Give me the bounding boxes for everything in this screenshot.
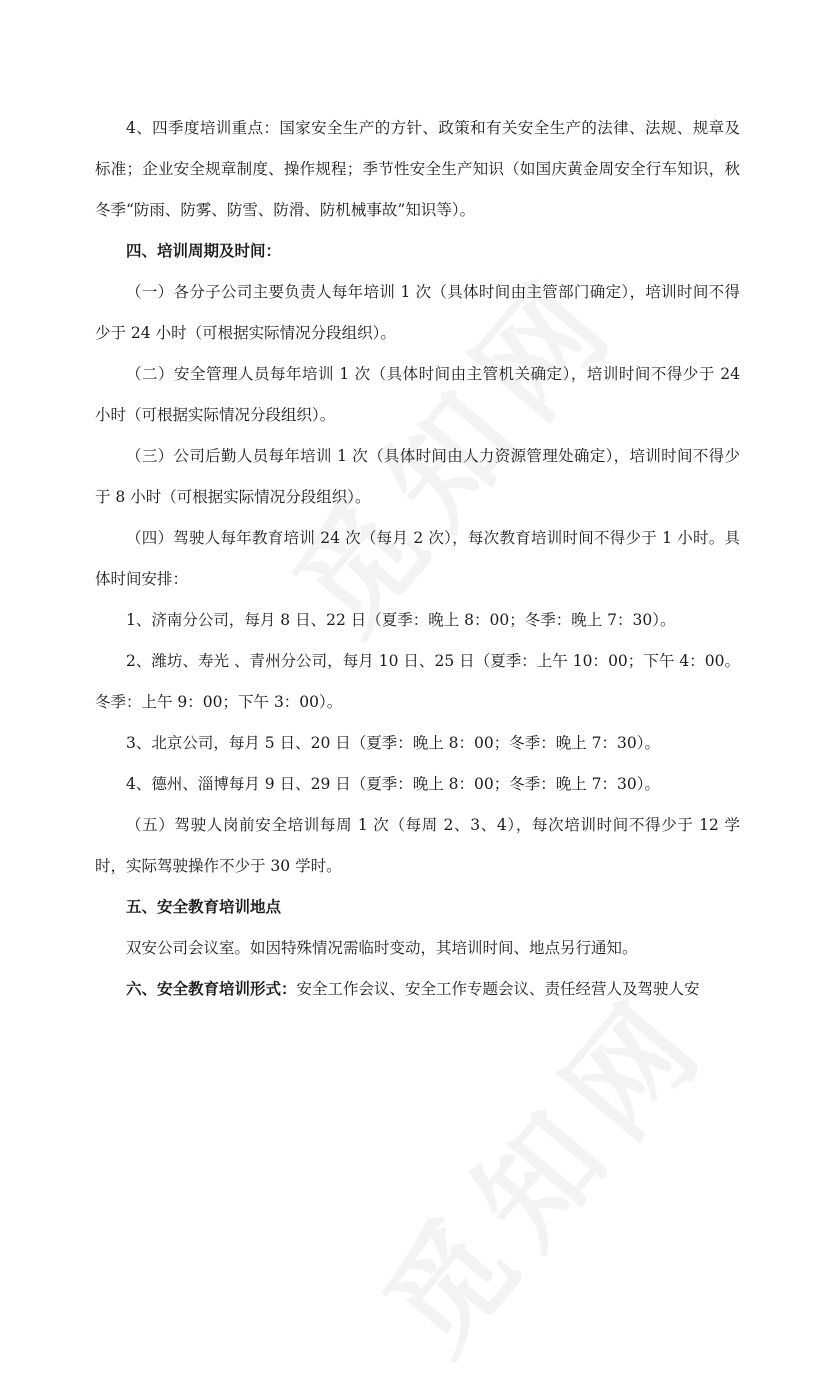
paragraph-text: 4、德州、淄博每月 9 日、29 日（夏季：晚上 8：00；冬季：晚上 7：30）。 <box>126 775 661 793</box>
paragraph-text: 1、济南分公司，每月 8 日、22 日（夏季：晚上 8：00；冬季：晚上 7：30）。 <box>126 611 676 629</box>
section-heading-text: 六、安全教育培训形式： <box>126 980 297 998</box>
paragraph-text: （二）安全管理人员每年培训 1 次（具体时间由主管机关确定），培训时间不得少于 24 小时（可根据实际情况分段组织）。 <box>95 365 740 424</box>
paragraph-text: 双安公司会议室。如因特殊情况需临时变动，其培训时间、地点另行通知。 <box>126 939 638 957</box>
schedule-item-beijing <box>95 723 740 764</box>
schedule-item-weifang <box>95 641 740 723</box>
paragraph-managers-training <box>95 272 740 354</box>
paragraph-text: 2、潍坊、寿光 、青州分公司，每月 10 日、25 日（夏季：上午 10：00；下午 4：00。冬季：上午 9：00；下午 3：00）。 <box>95 652 740 711</box>
schedule-item-jinan <box>95 600 740 641</box>
section-heading-training-location <box>95 887 740 928</box>
paragraph-text: （三）公司后勤人员每年培训 1 次（具体时间由人力资源管理处确定），培训时间不得少于 8 小时（可根据实际情况分段组织）。 <box>95 447 740 506</box>
document-body <box>95 108 740 1010</box>
paragraph-text: （一）各分子公司主要负责人每年培训 1 次（具体时间由主管部门确定），培训时间不得少于 24 小时（可根据实际情况分段组织）。 <box>95 283 740 342</box>
paragraph-training-format <box>95 969 740 1010</box>
paragraph-training-location <box>95 928 740 969</box>
watermark-bottom <box>339 950 741 1382</box>
paragraph-text: 3、北京公司，每月 5 日、20 日（夏季：晚上 8：00；冬季：晚上 7：30）。 <box>126 734 661 752</box>
paragraph-text: 安全工作会议、安全工作专题会议、责任经营人及驾驶人安 <box>296 980 700 998</box>
paragraph-q4-training-focus <box>95 108 740 231</box>
paragraph-text: （五）驾驶人岗前安全培训每周 1 次（每周 2、3、4），每次培训时间不得少于 12 学时，实际驾驶操作不少于 30 学时。 <box>95 816 740 875</box>
section-heading-text: 四、培训周期及时间： <box>126 242 282 260</box>
paragraph-text: 4、四季度培训重点：国家安全生产的方针、政策和有关安全生产的法律、法规、规章及标准；企业安全规章制度、操作规程；季节性安全生产知识（如国庆黄金周安全行车知识，秋冬季“防雨、防雾、防雪、防滑、防机械事故”知识等）。 <box>95 119 740 219</box>
schedule-item-dezhou-zibo <box>95 764 740 805</box>
paragraph-logistics-staff-training <box>95 436 740 518</box>
paragraph-driver-training <box>95 518 740 600</box>
section-heading-training-cycle <box>95 231 740 272</box>
paragraph-safety-staff-training <box>95 354 740 436</box>
section-heading-text: 五、安全教育培训地点 <box>126 898 282 916</box>
paragraph-prejob-training <box>95 805 740 887</box>
paragraph-text: （四）驾驶人每年教育培训 24 次（每月 2 次），每次教育培训时间不得少于 1 小时。具体时间安排： <box>95 529 740 588</box>
